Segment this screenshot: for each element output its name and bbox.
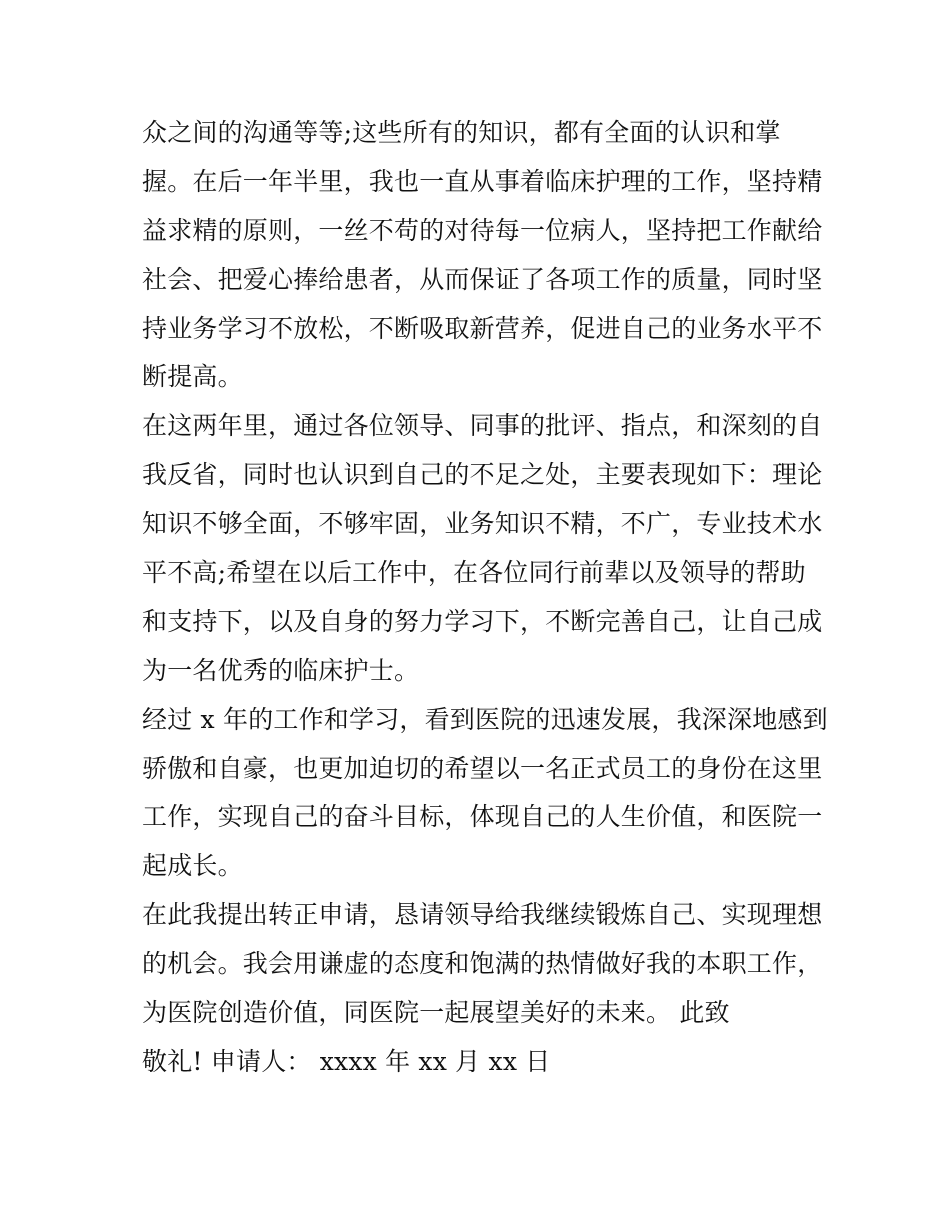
- text-line: 的机会。我会用谦虚的态度和饱满的热情做好我的本职工作，: [142, 949, 823, 979]
- text-line: 起成长。: [142, 851, 243, 881]
- text-line: 平不高;希望在以后工作中，在各位同行前辈以及领导的帮助: [142, 558, 806, 588]
- text-line: 握。在后一年半里，我也一直从事着临床护理的工作，坚持精: [142, 166, 823, 196]
- text-line: 益求精的原则，一丝不苟的对待每一位病人，坚持把工作献给: [142, 215, 823, 245]
- text-line: 和支持下，以及自身的努力学习下，不断完善自己，让自己成: [142, 606, 823, 636]
- text-line: 持业务学习不放松，不断吸取新营养，促进自己的业务水平不: [142, 313, 823, 343]
- text-line: 为医院创造价值，同医院一起展望美好的未来。 此致: [142, 998, 730, 1028]
- text-line: 社会、把爱心捧给患者，从而保证了各项工作的质量，同时坚: [142, 264, 823, 294]
- signature-line: 敬礼! 申请人： xxxx 年 xx 月 xx 日: [142, 1046, 551, 1076]
- text-line: 知识不够全面，不够牢固，业务知识不精，不广，专业技术水: [142, 509, 823, 539]
- text-line: 在这两年里，通过各位领导、同事的批评、指点，和深刻的自: [142, 411, 823, 441]
- text-line: 为一名优秀的临床护士。: [142, 655, 420, 685]
- text-line: 众之间的沟通等等;这些所有的知识，都有全面的认识和掌: [142, 118, 781, 147]
- document-body: [142, 109, 832, 1087]
- text-line: 骄傲和自豪，也更加迫切的希望以一名正式员工的身份在这里: [142, 753, 823, 783]
- text-line: 断提高。: [142, 362, 243, 392]
- text-line: 经过 x 年的工作和学习，看到医院的迅速发展，我深深地感到: [142, 704, 828, 734]
- text-line: 我反省，同时也认识到自己的不足之处，主要表现如下：理论: [142, 460, 823, 490]
- text-line: 在此我提出转正申请，恳请领导给我继续锻炼自己、实现理想: [142, 900, 823, 930]
- text-line: 工作，实现自己的奋斗目标，体现自己的人生价值，和医院一: [142, 802, 823, 832]
